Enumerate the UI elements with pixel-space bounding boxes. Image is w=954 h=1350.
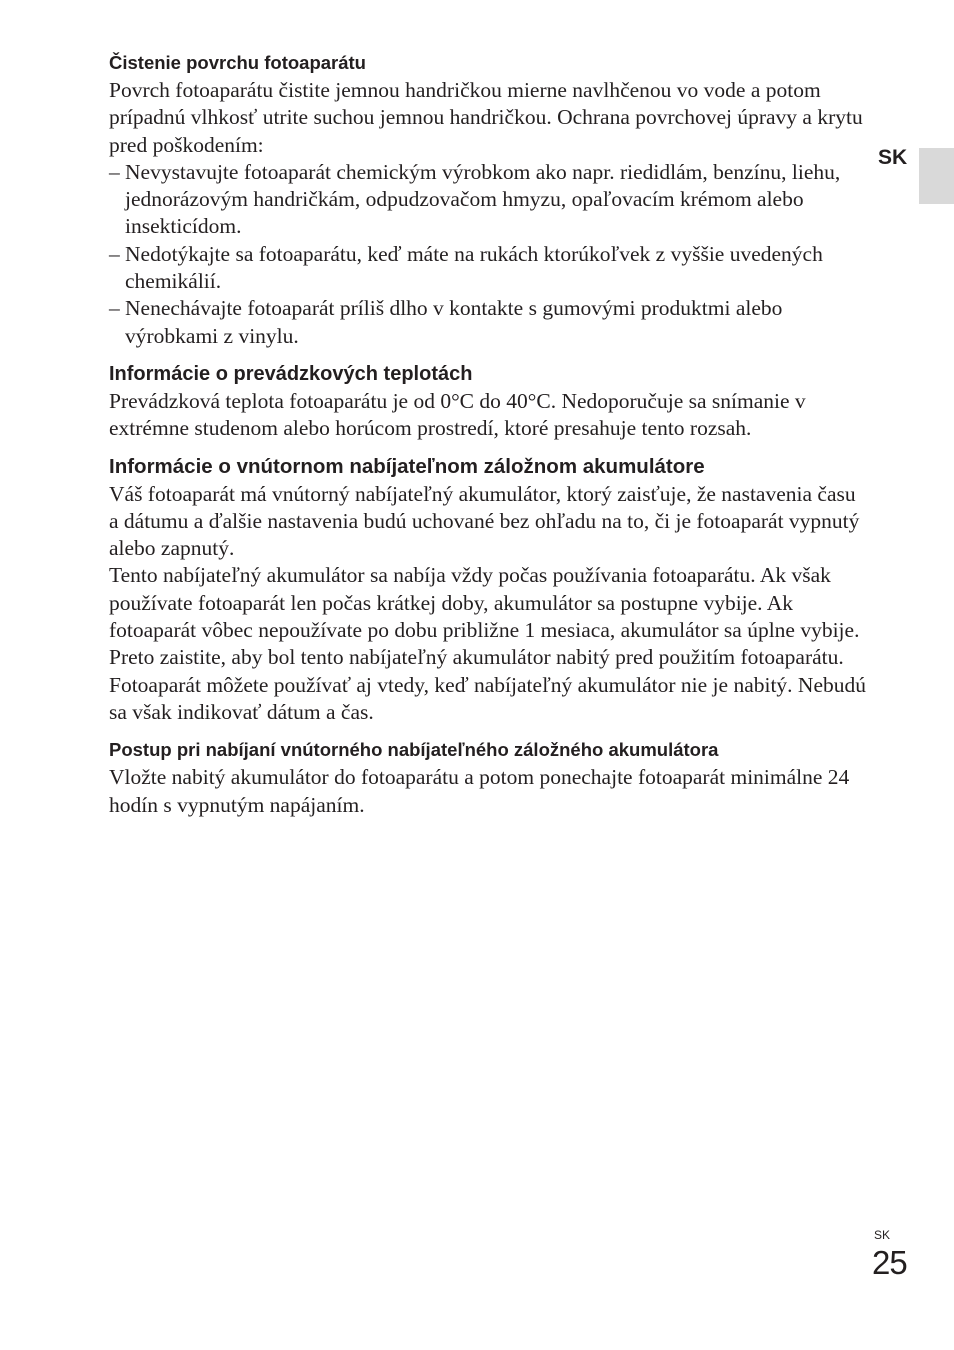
dash-bullet: – bbox=[109, 296, 120, 321]
list-item bbox=[109, 241, 869, 296]
paragraph-cleaning-intro: Povrch fotoaparátu čistite jemnou handričkou mierne navlhčenou vo vode a potom prípadnú vlhkosť utrite suchou jemnou handričkou. Ochrana povrchovej úpravy a krytu pred poškodením: bbox=[109, 78, 863, 157]
footer-language-code: SK bbox=[874, 1228, 891, 1242]
section-charging bbox=[109, 736, 869, 819]
paragraph-temperature: Prevádzková teplota fotoaparátu je od 0°C do 40°C. Nedoporučuje sa snímanie v extrémne studenom alebo horúcom prostredí, ktoré presahuje tento rozsah. bbox=[109, 388, 806, 441]
heading-cleaning: Čistenie povrchu fotoaparátu bbox=[109, 52, 366, 73]
heading-charging: Postup pri nabíjaní vnútorného nabíjateľného záložného akumulátora bbox=[109, 739, 719, 761]
dash-bullet: – bbox=[109, 241, 120, 266]
heading-temperature: Informácie o prevádzkových teplotách bbox=[109, 362, 473, 385]
list-item bbox=[109, 159, 869, 241]
section-backup-battery bbox=[109, 453, 869, 727]
paragraph-backup-battery-1: Váš fotoaparát má vnútorný nabíjateľný akumulátor, ktorý zaisťuje, že nastavenia času a dátumu a ďalšie nastavenia budú uchované bez ohľadu na to, či je fotoaparát vypnutý alebo zapnutý. bbox=[109, 481, 860, 561]
cleaning-bullet-list bbox=[109, 159, 869, 350]
list-item-text: Nenechávajte fotoaparát príliš dlho v kontakte s gumovými produktmi alebo výrobkami z vinylu. bbox=[125, 296, 783, 348]
paragraph-backup-battery-2: Tento nabíjateľný akumulátor sa nabíja vždy počas používania fotoaparátu. Ak však používate fotoaparát len počas krátkej doby, akumulátor sa postupne vybije. Ak fotoaparát vôbec nepoužívate po dobu približne 1 mesiaca, akumulátor sa úplne vybije. Preto zaistite, aby bol tento nabíjateľný akumulátor nabitý pred použitím fotoaparátu. bbox=[109, 563, 860, 670]
page-number: 25 bbox=[872, 1244, 907, 1281]
list-item-text: Nedotýkajte sa fotoaparátu, keď máte na rukách ktorúkoľvek z vyššie uvedených chemikálií. bbox=[125, 241, 823, 294]
list-item bbox=[109, 295, 869, 350]
paragraph-charging: Vložte nabitý akumulátor do fotoaparátu a potom ponechajte fotoaparát minimálne 24 hodín s vypnutým napájaním. bbox=[109, 765, 850, 817]
language-tab bbox=[919, 148, 954, 204]
page-content bbox=[109, 49, 869, 829]
section-cleaning bbox=[109, 49, 869, 350]
dash-bullet: – bbox=[109, 159, 120, 184]
heading-backup-battery: Informácie o vnútornom nabíjateľnom záložnom akumulátore bbox=[109, 454, 705, 478]
language-tab-label: SK bbox=[878, 146, 908, 169]
section-temperature bbox=[109, 360, 869, 443]
paragraph-backup-battery-3: Fotoaparát môžete používať aj vtedy, keď nabíjateľný akumulátor nie je nabitý. Nebudú sa však indikovať dátum a čas. bbox=[109, 672, 867, 724]
list-item-text: Nevystavujte fotoaparát chemickým výrobkom ako napr. riedidlám, benzínu, liehu, jednorázovým handričkám, odpudzovačom hmyzu, opaľovacím krémom alebo insekticídom. bbox=[125, 159, 841, 239]
